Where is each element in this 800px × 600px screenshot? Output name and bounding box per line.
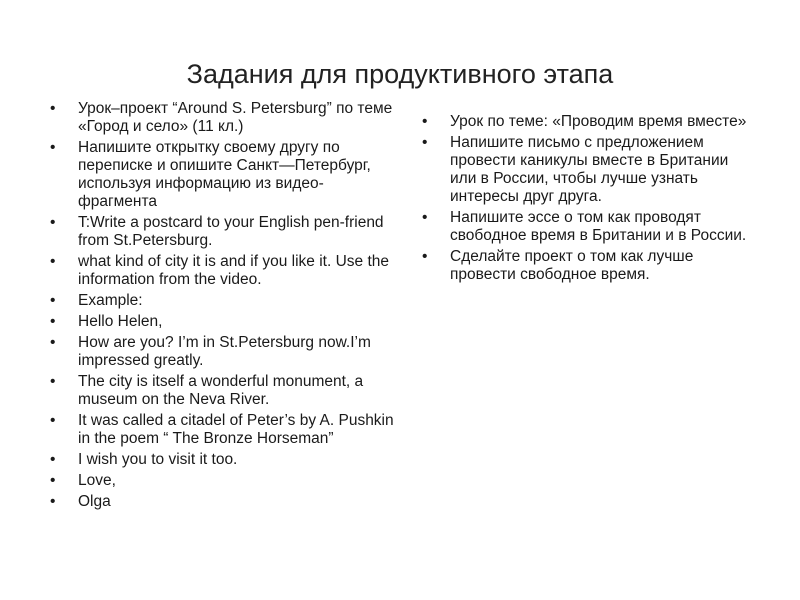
slide-title: Задания для продуктивного этапа (186, 59, 614, 89)
list-item-text: Сделайте проект о том как лучше провести свободное время. (450, 248, 694, 283)
list-item (420, 113, 750, 131)
list-item-text: what kind of city it is and if you like it. Use the information from the video. (78, 253, 389, 288)
list-item-text: Love, (78, 472, 116, 489)
list-item (420, 209, 750, 245)
bullet-icon: • (50, 214, 56, 231)
list-item-text: Hello Helen, (78, 313, 163, 330)
left-bullet-list (48, 100, 400, 514)
list-item (48, 493, 400, 511)
list-item-text: Напишите открытку своему другу по переписке и опишите Санкт—Петербург, используя информацию из видео-фрагмента (78, 139, 371, 210)
bullet-icon: • (422, 248, 428, 265)
bullet-icon: • (50, 334, 56, 351)
bullet-icon: • (50, 412, 56, 429)
list-item-text: The city is itself a wonderful monument, a museum on the Neva River. (78, 373, 364, 408)
list-item (48, 412, 400, 448)
list-item (48, 214, 400, 250)
list-item-text: It was called a citadel of Peter’s by A. Pushkin in the poem “ The Bronze Horseman” (78, 412, 394, 447)
bullet-icon: • (50, 253, 56, 270)
list-item (420, 134, 750, 206)
list-item-text: Напишите эссе о том как проводят свободное время в Британии и в России. (450, 209, 747, 244)
list-item (48, 253, 400, 289)
list-item (48, 139, 400, 211)
list-item (48, 451, 400, 469)
list-item (48, 472, 400, 490)
bullet-icon: • (50, 493, 56, 510)
list-item (48, 100, 400, 136)
list-item (48, 334, 400, 370)
bullet-icon: • (50, 373, 56, 390)
list-item (420, 248, 750, 284)
list-item-text: Напишите письмо с предложением провести каникулы вместе в Британии или в России, чтобы лучше узнать интересы друг друга. (450, 134, 729, 205)
list-item-text: I wish you to visit it too. (78, 451, 238, 468)
bullet-icon: • (50, 451, 56, 468)
list-item-text: Example: (78, 292, 143, 309)
bullet-icon: • (422, 134, 428, 151)
list-item-text: Урок по теме: «Проводим время вместе» (450, 113, 747, 130)
bullet-icon: • (50, 100, 56, 117)
list-item-text: Урок–проект “Around S. Petersburg” по теме «Город и село» (11 кл.) (78, 100, 393, 135)
bullet-icon: • (422, 113, 428, 130)
bullet-icon: • (422, 209, 428, 226)
right-bullet-list (420, 113, 750, 287)
bullet-icon: • (50, 292, 56, 309)
list-item-text: How are you? I’m in St.Petersburg now.I’m impressed greatly. (78, 334, 371, 369)
list-item-text: Olga (78, 493, 111, 510)
list-item (48, 313, 400, 331)
bullet-icon: • (50, 139, 56, 156)
bullet-icon: • (50, 313, 56, 330)
list-item-text: T:Write a postcard to your English pen-friend from St.Petersburg. (78, 214, 384, 249)
bullet-icon: • (50, 472, 56, 489)
list-item (48, 373, 400, 409)
list-item (48, 292, 400, 310)
